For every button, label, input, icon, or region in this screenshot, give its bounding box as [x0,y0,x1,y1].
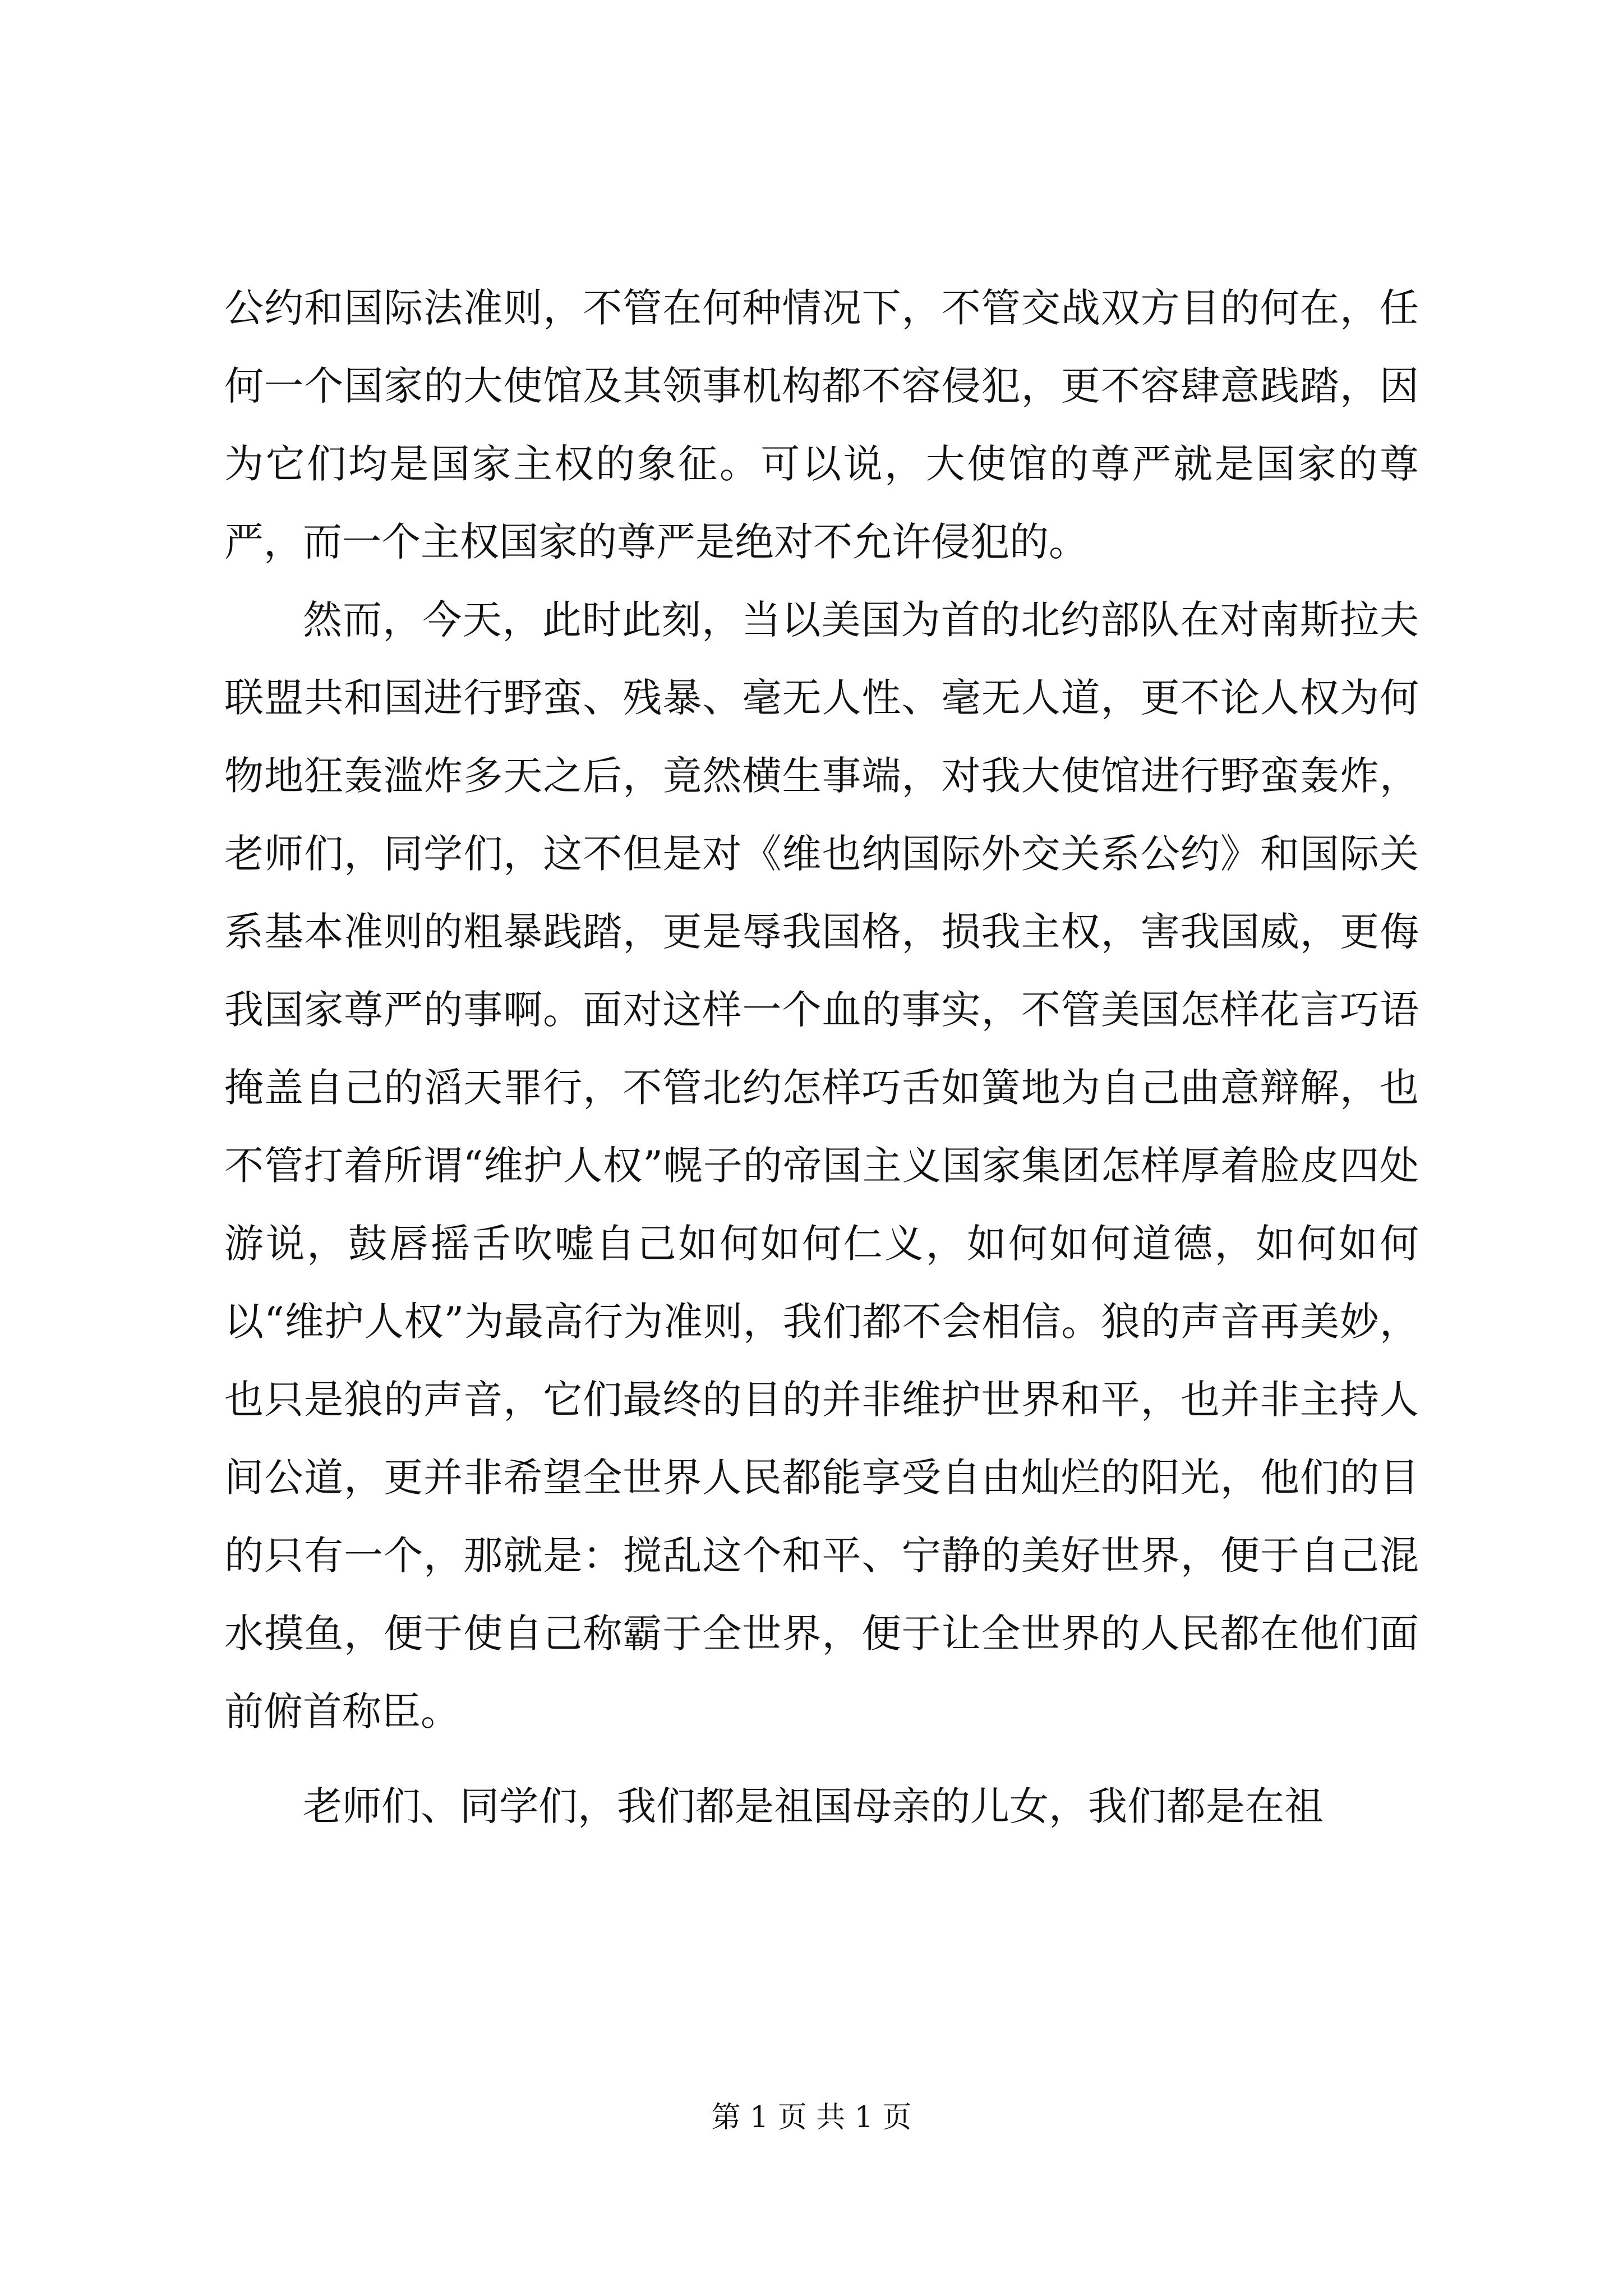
paragraph-3: 老师们、同学们，我们都是祖国母亲的儿女，我们都是在祖 [303,1783,1324,1829]
page-footer: 第 1 页 共 1 页 [711,2101,912,2134]
document-body [224,269,1419,1846]
paragraph-2: 然而，今天，此时此刻，当以美国为首的北约部队在对南斯拉夫联盟共和国进行野蛮、残暴、毫无人性、毫无人道，更不论人权为何物地狂轰滥炸多天之后，竟然横生事端，对我大使馆进行野蛮轰炸，老师们，同学们，这不但是对《维也纳国际外交关系公约》和国际关系基本准则的粗暴践踏，更是辱我国格，损我主权，害我国威，更侮我国家尊严的事啊。面对这样一个血的事实，不管美国怎样花言巧语掩盖自己的滔天罪行，不管北约怎样巧舌如簧地为自己曲意辩解，也不管打着所谓“维护人权”幌子的帝国主义国家集团怎样厚着脸皮四处游说，鼓唇摇舌吹嘘自己如何如何仁义，如何如何道德，如何如何以“维护人权”为最高行为准则，我们都不会相信。狼的声音再美妙，也只是狼的声音，它们最终的目的并非维护世界和平，也并非主持人间公道，更并非希望全世界人民都能享受自由灿烂的阳光，他们的目的只有一个，那就是：搅乱这个和平、宁静的美好世界，便于自己混水摸鱼，便于使自己称霸于全世界，便于让全世界的人民都在他们面前俯首称臣。 [224,597,1419,1734]
paragraph-1: 公约和国际法准则，不管在何种情况下，不管交战双方目的何在，任何一个国家的大使馆及其领事机构都不容侵犯，更不容肆意践踏，因为它们均是国家主权的象征。可以说，大使馆的尊严就是国家的尊严，而一个主权国家的尊严是绝对不允许侵犯的。 [224,285,1419,565]
